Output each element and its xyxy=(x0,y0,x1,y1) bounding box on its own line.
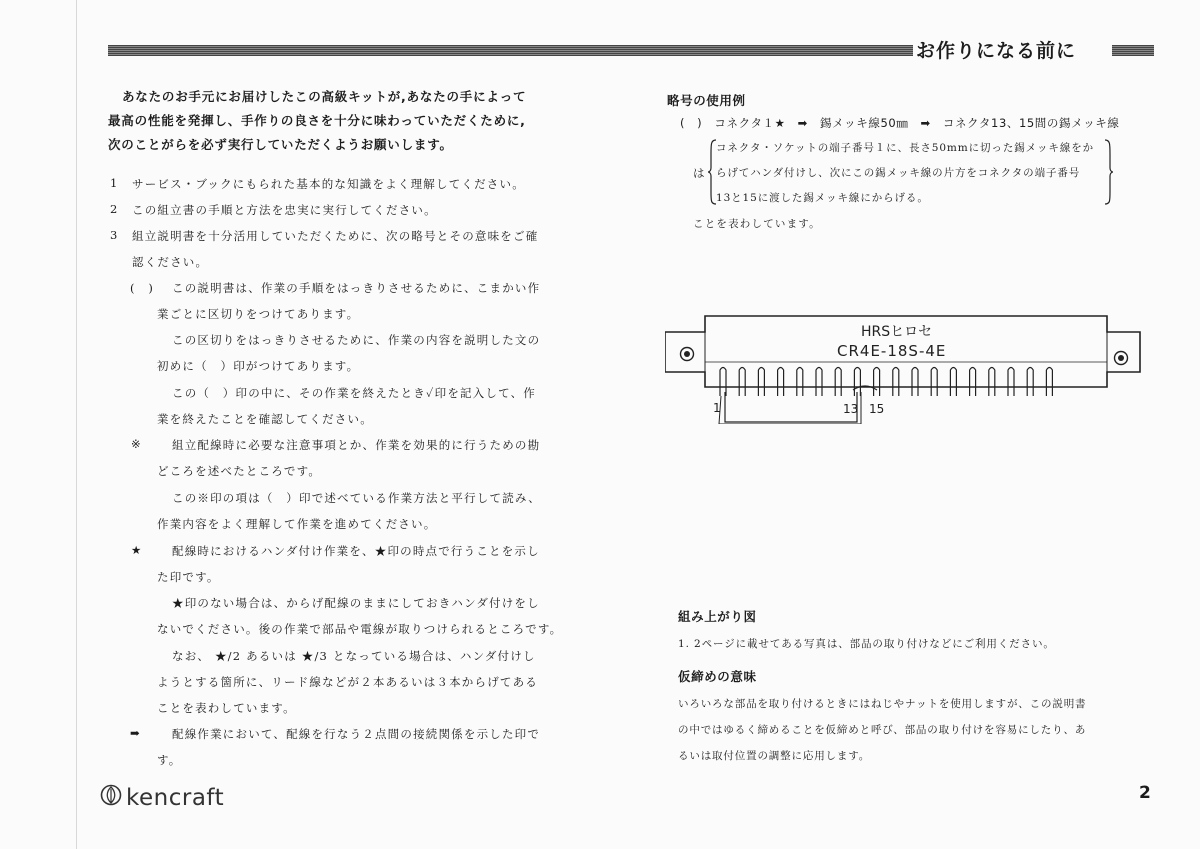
paren-line: 業ごとに区切りをつけてあります。 xyxy=(157,307,360,321)
page-title: お作りになる前に xyxy=(916,40,1077,62)
connector-pin xyxy=(989,368,995,397)
star-line: ★印のない場合は、からげ配線のままにしておきハンダ付けをし xyxy=(172,596,540,610)
connector-pin xyxy=(893,368,899,397)
kome-mark: ※ xyxy=(131,437,142,451)
star-line: ようとする箇所に、リード線などが２本あるいは３本からげてある xyxy=(157,675,538,689)
connector-diagram xyxy=(665,312,1145,424)
star-line: なお、 ★/2 あるいは ★/3 となっている場合は、ハンダ付けし xyxy=(172,649,536,663)
star-line: た印です。 xyxy=(157,570,220,584)
brace-line: 13と15に渡した錫メッキ線にからげる。 xyxy=(716,192,929,204)
intro-line-3: 次のことがらを必ず実行していただくようお願いします。 xyxy=(108,137,453,152)
kome-line: どころを述べたところです。 xyxy=(157,464,322,478)
arrow-line: 配線作業において、配線を行なう２点間の接続関係を示した印で xyxy=(172,727,541,741)
star-line: 配線時におけるハンダ付け作業を、★印の時点で行うことを示し xyxy=(172,544,540,558)
item-number: 1 xyxy=(110,176,118,190)
item-text: サービス・ブックにもられた基本的な知識をよく理解してください。 xyxy=(132,177,525,191)
item-number: 2 xyxy=(110,202,118,216)
paren-line: この説明書は、作業の手順をはっきりさせるために、こまかい作 xyxy=(172,281,541,295)
header-rule-right xyxy=(1112,45,1154,56)
kome-line: 組立配線時に必要な注意事項とか、作業を効果的に行うための勘 xyxy=(172,438,541,452)
abbr-heading: 略号の使用例 xyxy=(667,93,746,108)
temp-heading: 仮締めの意味 xyxy=(678,669,757,684)
connector-pin xyxy=(931,368,937,397)
intro-line-2: 最高の性能を発揮し、手作りの良さを十分に味わっていただくために, xyxy=(108,113,526,128)
intro-line-1: あなたのお手元にお届けしたこの高級キットが,あなたの手によって xyxy=(122,89,527,104)
connector-pin xyxy=(835,368,841,397)
connector-pin xyxy=(1008,368,1014,397)
connector-pin xyxy=(797,368,803,397)
connector-pin xyxy=(816,368,822,397)
kome-line: 作業内容をよく理解して作業を進めてください。 xyxy=(157,517,437,531)
brace-line: らげてハンダ付けし、次にこの錫メッキ線の片方をコネクタの端子番号 xyxy=(716,167,1081,179)
tin-wire xyxy=(725,392,857,422)
brace-line: コネクタ・ソケットの端子番号１に、長さ50mmに切った錫メッキ線をか xyxy=(716,142,1095,154)
temp-line: るいは取付位置の調整に応用します。 xyxy=(678,750,871,762)
connector-pin xyxy=(758,368,764,397)
brand-name: kencraft xyxy=(126,785,225,811)
pin-label-13: 13 xyxy=(843,402,859,416)
assembled-text: 1. 2ページに載せてある写真は、部品の取り付けなどにご利用ください。 xyxy=(678,638,1055,650)
star-line: ないでください。後の作業で部品や電線が取りつけられるところです。 xyxy=(157,622,563,636)
pin-label-1: 1 xyxy=(713,401,721,415)
pin-label-15: 15 xyxy=(869,402,885,416)
connector-pin xyxy=(1027,368,1033,397)
kome-line: この※印の項は（ ）印で述べている作業方法と平行して読み、 xyxy=(172,491,541,505)
brace-prefix: は xyxy=(693,166,706,180)
brand-logo xyxy=(100,784,224,812)
page-number: 2 xyxy=(1139,783,1151,803)
item-text: 組立説明書を十分活用していただくために、次の略号とその意味をご確 xyxy=(132,229,539,243)
connector-pin xyxy=(739,368,745,397)
paren-line: 業を終えたことを確認してください。 xyxy=(157,412,373,426)
paren-line: 初めに（ ）印がつけてあります。 xyxy=(157,359,360,373)
connector-pin xyxy=(720,368,726,397)
connector-pin xyxy=(854,368,860,397)
paren-line: この区切りをはっきりさせるために、作業の内容を説明した文の xyxy=(172,333,541,347)
paren-mark: ( ) xyxy=(130,281,155,295)
connector-pin xyxy=(912,368,918,397)
arrow-mark: ➡ xyxy=(130,726,141,740)
connector-pin xyxy=(970,368,976,397)
connector-brand: HRSヒロセ xyxy=(861,324,933,340)
star-line: ことを表わしています。 xyxy=(157,701,296,715)
item-number: 3 xyxy=(110,228,118,242)
temp-line: の中ではゆるく締めることを仮締めと呼び、部品の取り付けを容易にしたり、あ xyxy=(678,724,1087,736)
temp-line: いろいろな部品を取り付けるときにはねじやナットを使用しますが、この説明書 xyxy=(678,698,1087,710)
kencraft-leaf-logo-icon xyxy=(100,784,122,812)
connector-pin xyxy=(950,368,956,397)
item-text: この組立書の手順と方法を忠実に実行してください。 xyxy=(132,203,437,217)
brace-after: ことを表わしています。 xyxy=(693,218,821,230)
connector-pin xyxy=(778,368,784,397)
paren-line: この（ ）印の中に、その作業を終えたとき✓印を記入して、作 xyxy=(172,386,536,400)
connector-pin xyxy=(874,368,880,397)
header-rule-left xyxy=(108,45,913,56)
item-text-continued: 認ください。 xyxy=(132,255,209,269)
example-line: ( ) コネクタ１★ ➡ 錫メッキ線50㎜ ➡ コネクタ13、15間の錫メッキ線 xyxy=(680,116,1120,130)
star-mark: ★ xyxy=(131,543,143,557)
connector-model: CR4E-18S-4E xyxy=(837,342,947,360)
binding-line xyxy=(76,0,77,849)
connector-pin xyxy=(1046,368,1052,397)
arrow-line: す。 xyxy=(157,753,182,767)
assembled-heading: 組み上がり図 xyxy=(678,609,757,624)
